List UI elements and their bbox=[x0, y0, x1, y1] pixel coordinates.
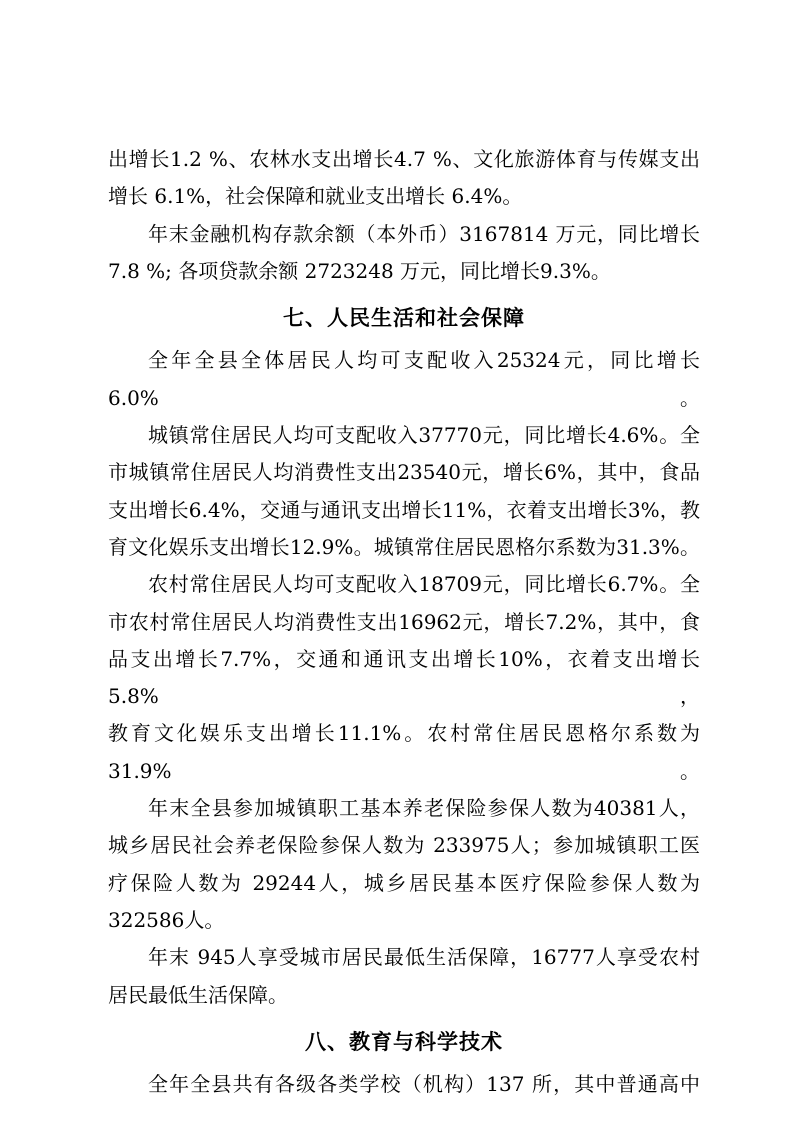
paragraph-social-insurance bbox=[108, 790, 700, 939]
text-line: 年末全县参加城镇职工基本养老保险参保人数为40381人， bbox=[148, 796, 700, 821]
paragraph-subsistence-allowance bbox=[108, 939, 700, 1014]
text-line: 322586人。 bbox=[108, 907, 225, 932]
text-line: 支出增长6.4%，交通与通讯支出增长11%，衣着支出增长3%，教 bbox=[108, 497, 700, 522]
text-line: 全年全县全体居民人均可支配收入25324元，同比增长6.0%。 bbox=[108, 348, 700, 410]
paragraph-rural-residents bbox=[108, 566, 700, 790]
paragraph-finance-deposits-loans bbox=[108, 216, 700, 291]
text-line: 教育文化娱乐支出增长11.1%。农村常住居民恩格尔系数为31.9%。 bbox=[108, 721, 700, 783]
section-heading-livelihood: 七、人民生活和社会保障 bbox=[283, 306, 525, 331]
text-line: 市城镇常住居民人均消费性支出23540元，增长6%，其中，食品 bbox=[108, 460, 700, 485]
paragraph-fiscal-expenditure bbox=[108, 141, 700, 216]
section-heading-education: 八、教育与科学技术 bbox=[305, 1029, 503, 1054]
text-line: 品支出增长7.7%，交通和通讯支出增长10%，衣着支出增长5.8%， bbox=[108, 646, 700, 709]
text-line: 7.8 %; 各项贷款余额 2723248 万元，同比增长9.3%。 bbox=[108, 258, 611, 283]
text-line: 城镇常住居民人均可支配收入37770元，同比增长4.6%。全 bbox=[148, 423, 700, 448]
text-line: 年末金融机构存款余额（本外币）3167814 万元，同比增长 bbox=[148, 221, 700, 246]
paragraph-income-overall bbox=[108, 342, 700, 417]
text-line: 居民最低生活保障。 bbox=[108, 982, 288, 1007]
text-line: 市农村常住居民人均消费性支出16962元，增长7.2%，其中，食 bbox=[108, 609, 700, 634]
text-line: 年末 945人享受城市居民最低生活保障，16777人享受农村 bbox=[148, 945, 700, 970]
text-line: 增长 6.1%，社会保障和就业支出增长 6.4%。 bbox=[108, 184, 523, 209]
text-line: 育文化娱乐支出增长12.9%。城镇常住居民恩格尔系数为31.3%。 bbox=[108, 534, 700, 559]
text-line: 全年全县共有各级各类学校（机构）137 所，其中普通高中 bbox=[148, 1072, 700, 1097]
text-line: 疗保险人数为 29244人，城乡居民基本医疗保险参保人数为 bbox=[108, 870, 700, 895]
paragraph-schools bbox=[108, 1066, 700, 1103]
paragraph-urban-residents bbox=[108, 417, 700, 566]
text-line: 农村常住居民人均可支配收入18709元，同比增长6.7%。全 bbox=[148, 572, 700, 597]
text-line: 出增长1.2 %、农林水支出增长4.7 %、文化旅游体育与传媒支出 bbox=[108, 147, 700, 171]
text-line: 城乡居民社会养老保险参保人数为 233975人；参加城镇职工医 bbox=[108, 833, 700, 858]
document-body bbox=[108, 141, 700, 1103]
